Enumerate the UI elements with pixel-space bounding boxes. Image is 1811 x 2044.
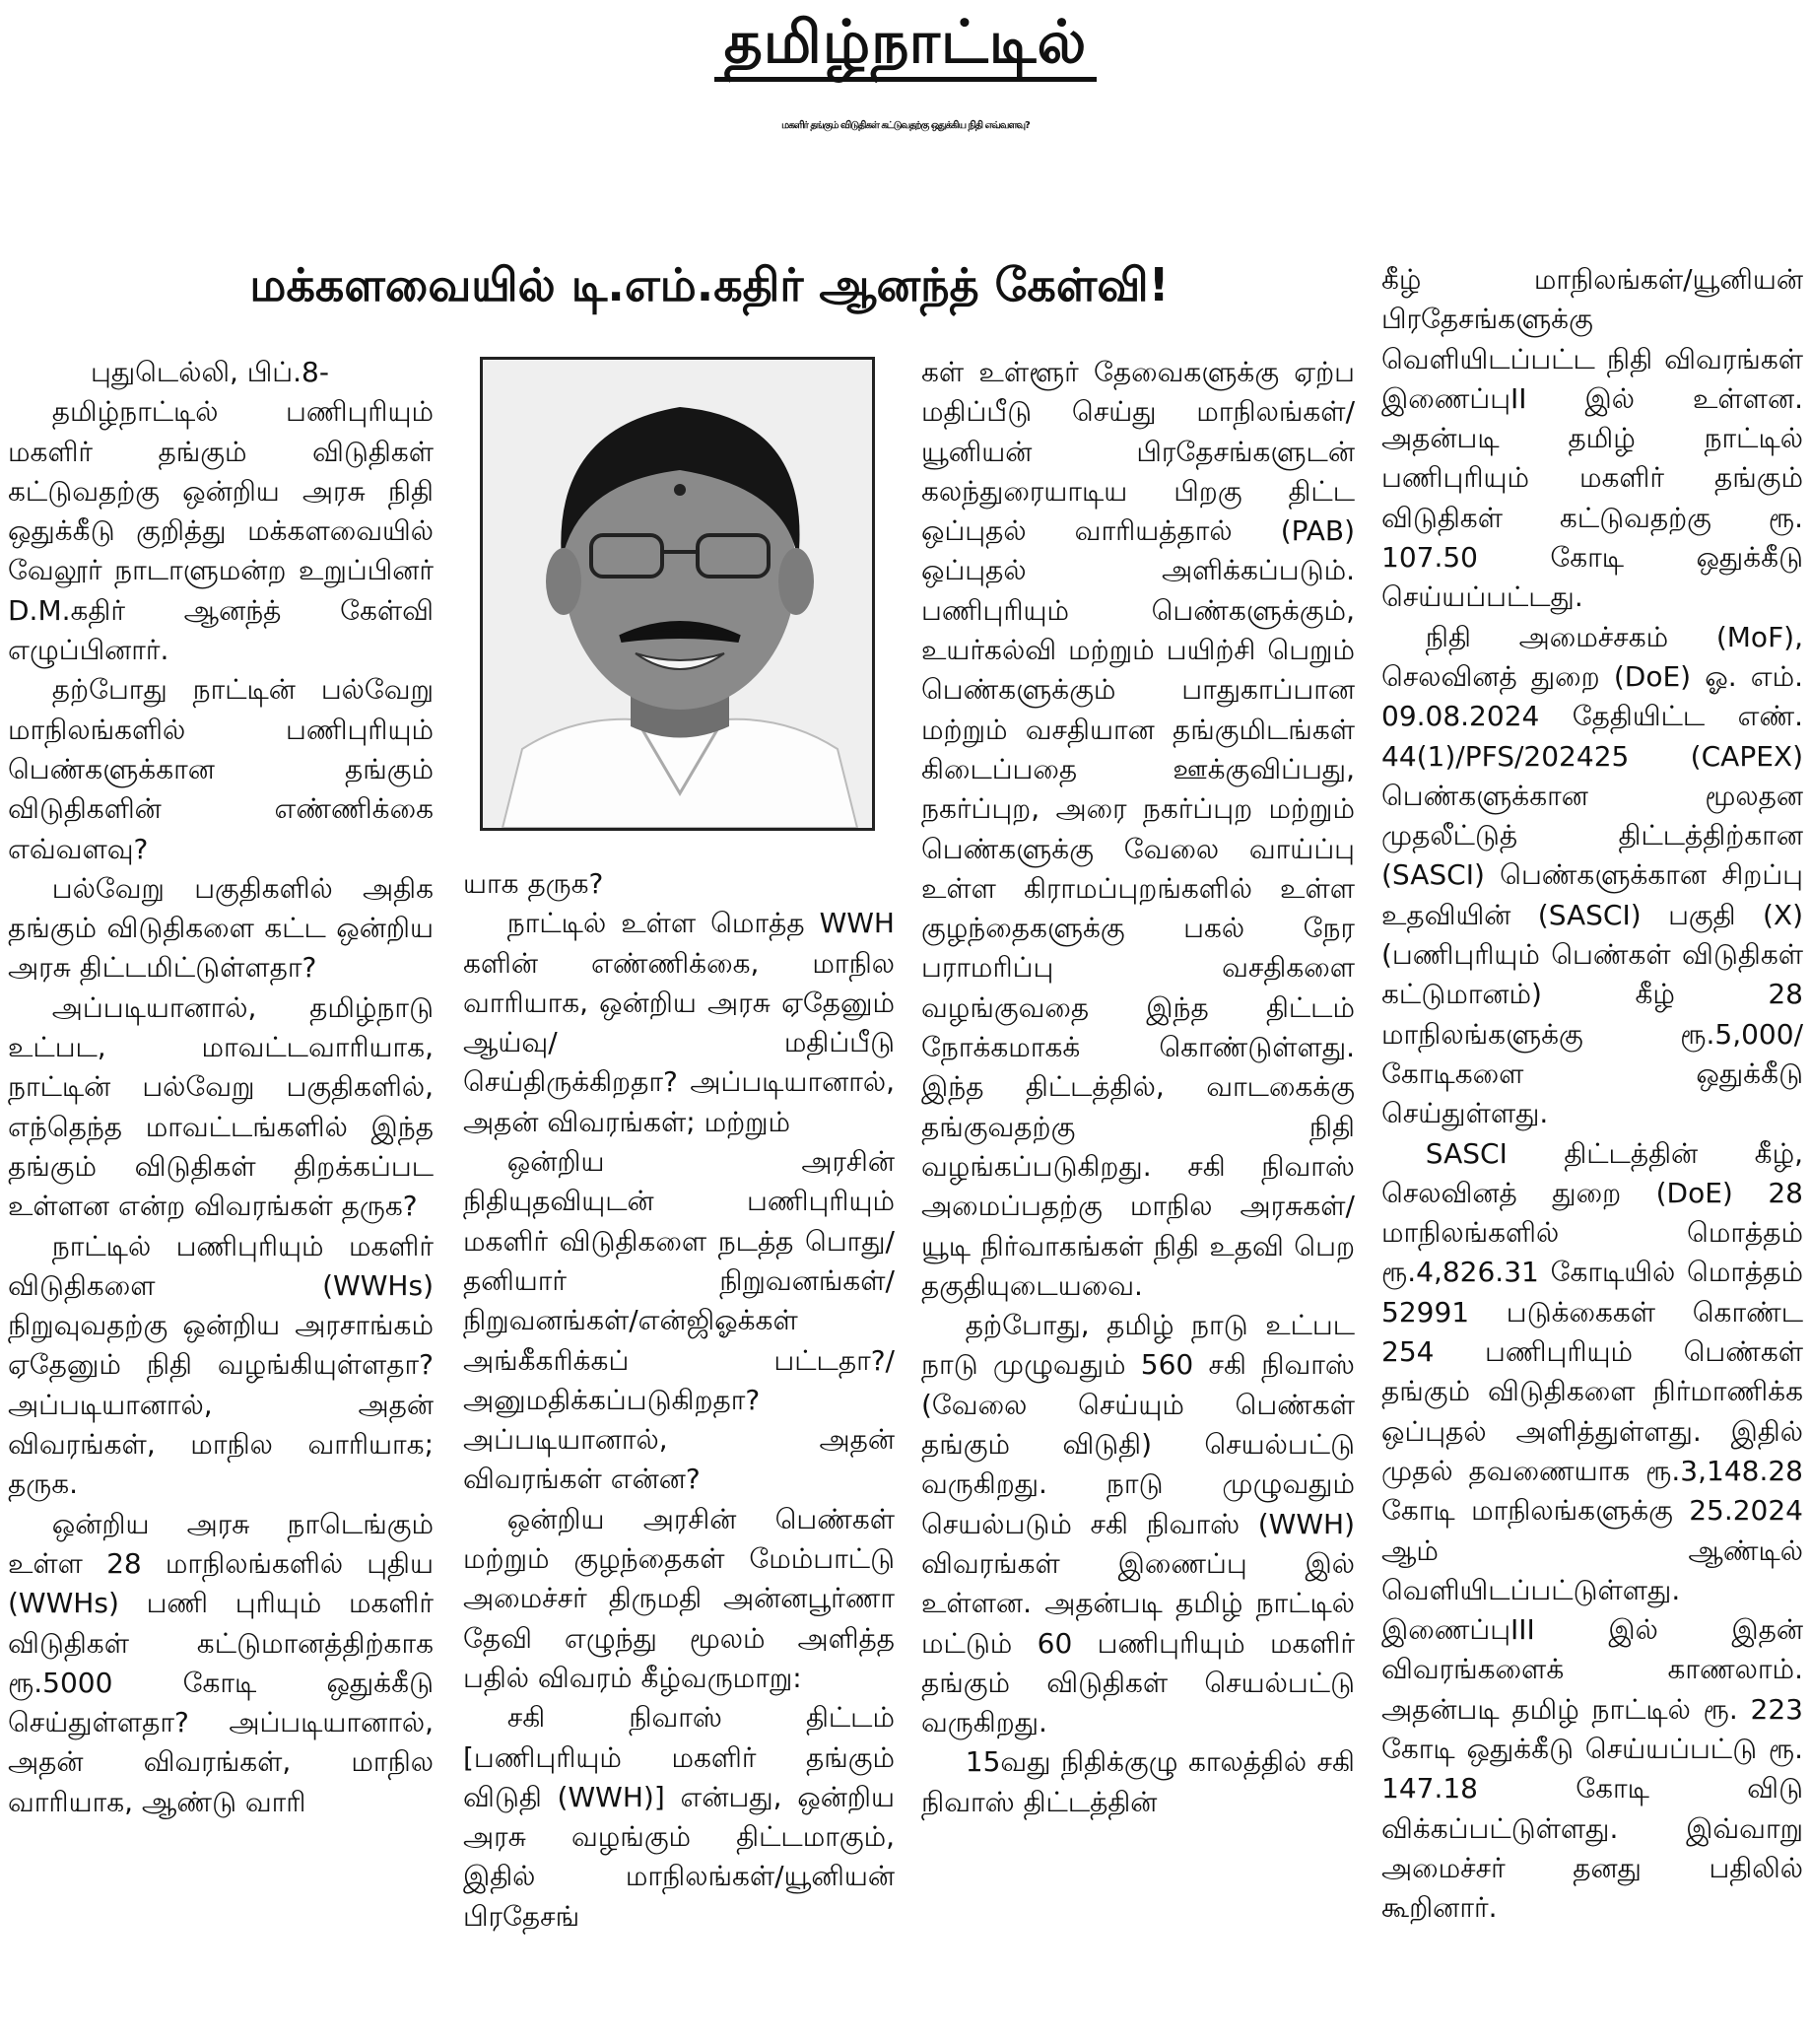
paragraph: கள் உள்ளூர் தேவைகளுக்கு ஏற்ப மதிப்பீடு செய்து மாநிலங்கள்/யூனியன் பிரதேசங்களுடன் கலந்துரையாடிய பிறகு திட்ட ஒப்புதல் வாரியத்தால் (PAB) ஒப்புதல் அளிக்கப்படும். பணிபுரியும் பெண்களுக்கும், உயர்கல்வி மற்றும் பயிற்சி பெறும் பெண்களுக்கும் பாதுகாப்பான மற்றும் வசதியான தங்குமிடங்கள் கிடைப்பதை ஊக்குவிப்பது, நகர்ப்புற, அரை நகர்ப்புற மற்றும் பெண்களுக்கு வேலை வாய்ப்பு உள்ள கிராமப்புறங்களில் உள்ள குழந்தைகளுக்கு பகல் நேர பராமரிப்பு வசதிகளை வழங்குவதை இந்த திட்டம் நோக்கமாகக் கொண்டுள்ளது. இந்த திட்டத்தில், வாடகைக்கு தங்குவதற்கு நிதி வழங்கப்படுகிறது. சகி நிவாஸ் அமைப்பதற்கு மாநில அரசுகள்/யூடி நிர்வாகங்கள் நிதி உதவி பெற தகுதியுடையவை. [921,356,1355,1302]
paragraph: கீழ் மாநிலங்கள்/யூனியன் பிரதேசங்களுக்கு வெளியிடப்பட்ட நிதி விவரங்கள் இணைப்புII இல் உள்ளன. அதன்படி தமிழ் நாட்டில் பணிபுரியும் மகளிர் தங்கும் விடுதிகள் கட்டுவதற்கு ரூ. 107.50 கோடி ஒதுக்கீடு செய்யப்பட்டது. [1381,263,1803,614]
paragraph: ஒன்றிய அரசின் நிதியுதவியுடன் பணிபுரியும் மகளிர் விடுதிகளை நடத்த பொது/தனியார் நிறுவனங்கள்/நிறுவனங்கள்/என்ஜிஓக்கள் அங்கீகரிக்கப் பட்டதா?/ அனுமதிக்கப்படுகிறதா? அப்படியானால், அதன் விவரங்கள் என்ன? [463,1145,895,1496]
kicker-text: தமிழ்நாட்டில் [714,8,1098,82]
kicker [0,8,1811,85]
paragraph: SASCI திட்டத்தின் கீழ், செலவினத் துறை (DoE) 28 மாநிலங்களில் மொத்தம் ரூ.4,826.31 கோடியில் மொத்தம் 52991 படுக்கைகள் கொண்ட 254 பணிபுரியும் பெண்கள் தங்கும் விடுதிகளை நிர்மாணிக்க ஒப்புதல் அளித்துள்ளது. இதில் முதல் தவணையாக ரூ.3,148.28 கோடி மாநிலங்களுக்கு 25.2024 ஆம் ஆண்டில் வெளியிடப்பட்டுள்ளது. இணைப்புIII இல் இதன் விவரங்களைக் காணலாம். அதன்படி தமிழ் நாட்டில் ரூ. 223 கோடி ஒதுக்கீடு செய்யப்பட்டு ரூ. 147.18 கோடி விடு விக்கப்பட்டுள்ளது. இவ்வாறு அமைச்சர் தனது பதிலில் கூறினார். [1381,1136,1803,1925]
column-1 [8,353,434,1822]
paragraph: பல்வேறு பகுதிகளில் அதிக தங்கும் விடுதிகளை கட்ட ஒன்றிய அரசு திட்டமிட்டுள்ளதா? [8,871,434,985]
paragraph: சகி நிவாஸ் திட்டம் [பணிபுரியும் மகளிர் தங்கும் விடுதி (WWH)] என்பது, ஒன்றிய அரசு வழங்கும் திட்டமாகும், இதில் மாநிலங்கள்/யூனியன் பிரதேசங் [463,1701,895,1933]
paragraph: தற்போது, தமிழ் நாடு உட்பட நாடு முழுவதும் 560 சகி நிவாஸ் (வேலை செய்யும் பெண்கள் தங்கும் விடுதி) செயல்பட்டு வருகிறது. நாடு முழுவதும் செயல்படும் சகி நிவாஸ் (WWH) விவரங்கள் இணைப்பு இல் உள்ளன. அதன்படி தமிழ் நாட்டில் மட்டும் 60 பணிபுரியும் மகளிர் தங்கும் விடுதிகள் செயல்பட்டு வருகிறது. [921,1309,1355,1739]
paragraph: யாக தருக? [463,867,604,900]
headline: மகளிர் தங்கும் விடுதிகள் கட்டுவதற்கு ஒதுக்கிய நிதி எவ்வளவு? [781,120,1030,131]
dateline: புதுடெல்லி, பிப்.8- [91,356,329,388]
paragraph: தற்போது நாட்டின் பல்வேறு மாநிலங்களில் பணிபுரியும் பெண்களுக்கான தங்கும் விடுதிகளின் எண்ணிக்கை எவ்வளவு? [8,673,434,865]
paragraph: 15வது நிதிக்குழு காலத்தில் சகி நிவாஸ் திட்டத்தின் [921,1745,1355,1818]
column-4 [1381,260,1803,1928]
subhead: மக்களவையில் டி.எம்.கதிர் ஆனந்த் கேள்வி! [249,258,1170,311]
paragraph: ஒன்றிய அரசு நாடெங்கும் உள்ள 28 மாநிலங்களில் புதிய (WWHs) பணி புரியும் மகளிர் விடுதிகள் கட்டுமானத்திற்காக ரூ.5000 கோடி ஒதுக்கீடு செய்துள்ளதா? அப்படியானால், அதன் விவரங்கள், மாநில வாரியாக, ஆண்டு வாரி [8,1507,434,1818]
paragraph: நிதி அமைச்சகம் (MoF), செலவினத் துறை (DoE) ஓ. எம். 09.08.2024 தேதியிட்ட எண். 44(1)/PFS/202425 (CAPEX) பெண்களுக்கான மூலதன முதலீட்டுத் திட்டத்திற்கான (SASCI) பெண்களுக்கான சிறப்பு உதவியின் (SASCI) பகுதி (X) (பணிபுரியும் பெண்கள் விடுதிகள் கட்டுமானம்) கீழ் 28 மாநிலங்களுக்கு ரூ.5,000/ கோடிகளை ஒதுக்கீடு செய்துள்ளது. [1381,620,1803,1130]
portrait-illustration [483,360,872,828]
column-2 [463,864,895,1937]
paragraph: தமிழ்நாட்டில் பணிபுரியும் மகளிர் தங்கும் விடுதிகள் கட்டுவதற்கு ஒன்றிய அரசு நிதி ஒதுக்கீடு குறித்து மக்களவையில் வேலூர் நாடாளுமன்ற உறுப்பினர் D.M.கதிர் ஆனந்த் கேள்வி எழுப்பினார். [8,395,434,667]
paragraph: அப்படியானால், தமிழ்நாடு உட்பட, மாவட்டவாரியாக, நாட்டின் பல்வேறு பகுதிகளில், எந்தெந்த மாவட்டங்களில் இந்த தங்கும் விடுதிகள் திறக்கப்பட உள்ளன என்ற விவரங்கள் தருக? [8,990,434,1223]
column-3 [921,353,1355,1822]
paragraph: ஒன்றிய அரசின் பெண்கள் மற்றும் குழந்தைகள் மேம்பாட்டு அமைச்சர் திருமதி அன்னபூர்ணா தேவி எழுந்து மூலம் அளித்த பதில் விவரம் கீழ்வருமாறு: [463,1502,895,1694]
paragraph: நாட்டில் பணிபுரியும் மகளிர் விடுதிகளை (WWHs) நிறுவுவதற்கு ஒன்றிய அரசாங்கம் ஏதேனும் நிதி வழங்கியுள்ளதா? அப்படியானால், அதன் விவரங்கள், மாநில வாரியாக; தருக. [8,1229,434,1501]
paragraph: நாட்டில் உள்ள மொத்த WWH களின் எண்ணிக்கை, மாநில வாரியாக, ஒன்றிய அரசு ஏதேனும் ஆய்வு/ மதிப்பீடு செய்திருக்கிறதா? அப்படியானால், அதன் விவரங்கள்; மற்றும் [463,907,895,1138]
portrait-photo [480,357,875,831]
